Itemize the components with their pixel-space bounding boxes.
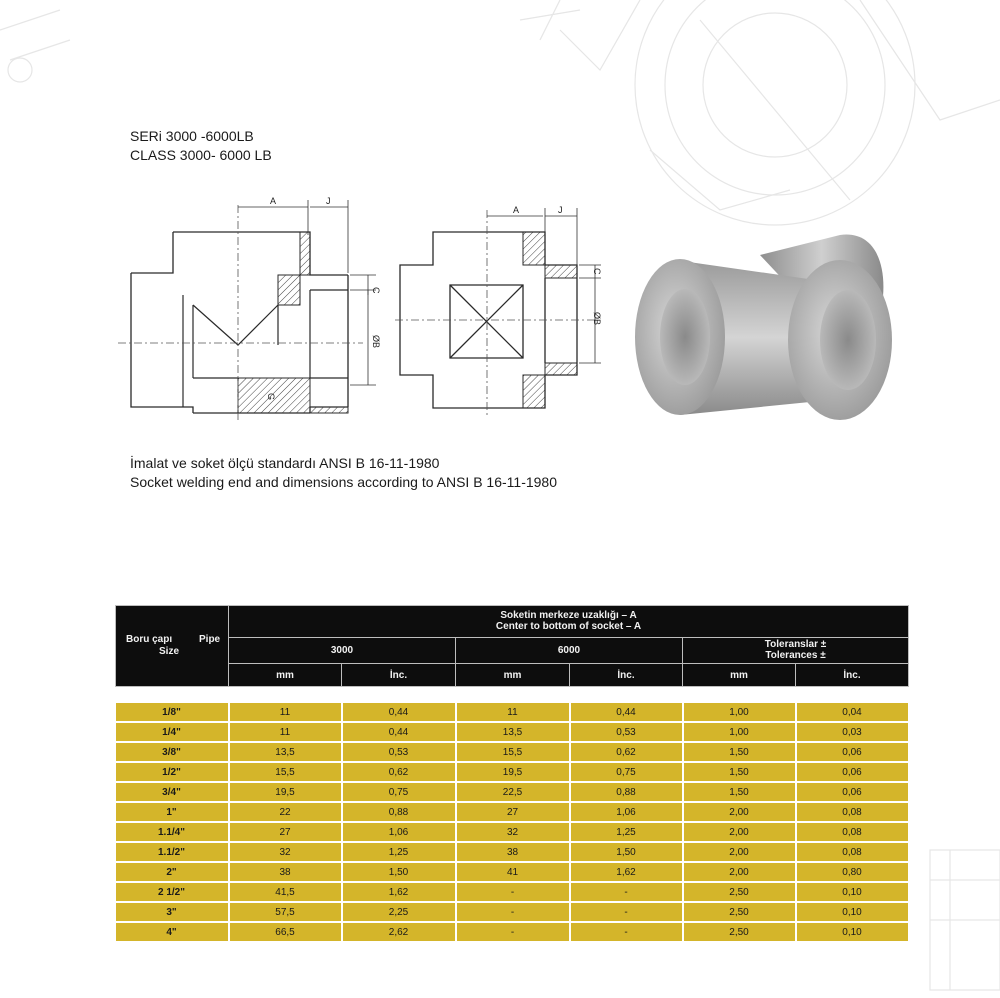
cell-a3000-mm: 11 [229,703,342,722]
standard-text-tr: İmalat ve soket ölçü standardı ANSI B 16-11-1980 [130,455,440,471]
table-row [116,782,909,802]
unit-mm-header: mm [229,664,342,687]
cell-a6000-mm: 41 [456,862,570,882]
cell-tol-inc: 0,10 [796,922,909,942]
cell-a3000-inc: 0,44 [342,722,456,742]
cell-a3000-mm: 11 [229,722,342,742]
series-title-tr: SERi 3000 -6000LB [130,128,254,144]
standard-text-en: Socket welding end and dimensions according to ANSI B 16-11-1980 [130,474,558,490]
cell-tol-inc: 0,10 [796,902,909,922]
cell-a6000-inc: 1,25 [570,822,683,842]
series-title-en: CLASS 3000- 6000 LB [130,147,272,163]
cell-a3000-inc: 1,62 [342,882,456,902]
table-row [116,703,909,722]
cell-a3000-inc: 1,06 [342,822,456,842]
cell-a3000-mm: 66,5 [229,922,342,942]
cell-pipe-size: 3/8" [116,742,229,762]
cell-a6000-mm: 19,5 [456,762,570,782]
cell-a6000-mm: 32 [456,822,570,842]
cell-a6000-inc: 1,50 [570,842,683,862]
cell-a6000-mm: 22,5 [456,782,570,802]
cell-a3000-inc: 2,62 [342,922,456,942]
tee-section-drawing [118,195,390,420]
cell-tol-mm: 1,00 [683,703,796,722]
table-row [116,722,909,742]
unit-inc-header: İnc. [342,664,456,687]
dim-j-label-2: J [558,205,563,215]
cell-a3000-mm: 57,5 [229,902,342,922]
cell-pipe-size: 3" [116,902,229,922]
cell-tol-inc: 0,10 [796,882,909,902]
cell-tol-mm: 2,00 [683,842,796,862]
cell-a3000-mm: 13,5 [229,742,342,762]
cell-tol-mm: 2,50 [683,882,796,902]
dim-a-label-2: A [513,205,520,215]
tolerance-header-tr: Toleranslar ± [764,639,827,651]
dim-c-label: C [371,287,381,294]
tolerance-header-en: Tolerances ± [765,650,826,662]
cell-a3000-mm: 19,5 [229,782,342,802]
dim-c-label-2: C [592,268,602,275]
cell-tol-inc: 0,06 [796,782,909,802]
cell-a6000-mm: 15,5 [456,742,570,762]
table-body [116,703,909,942]
cell-a3000-inc: 1,25 [342,842,456,862]
cell-a6000-inc: 0,75 [570,762,683,782]
table-row [116,842,909,862]
cell-pipe-size: 2 1/2" [116,882,229,902]
group-header-en: Center to bottom of socket – A [495,621,642,633]
cross-section-drawing [395,200,610,415]
cell-a6000-mm: 27 [456,802,570,822]
cell-pipe-size: 3/4" [116,782,229,802]
cell-a6000-inc: - [570,922,683,942]
cell-a6000-inc: 1,62 [570,862,683,882]
size-header-en-a: Pipe [199,634,221,645]
unit-mm-header: mm [456,664,570,687]
cell-a6000-mm: 38 [456,842,570,862]
cell-tol-inc: 0,08 [796,822,909,842]
cell-a6000-mm: - [456,882,570,902]
cell-tol-inc: 0,04 [796,703,909,722]
cell-a6000-mm: - [456,902,570,922]
cell-tol-mm: 2,00 [683,862,796,882]
cell-a3000-inc: 0,62 [342,762,456,782]
cell-pipe-size: 1.1/2" [116,842,229,862]
cell-a3000-inc: 2,25 [342,902,456,922]
cell-tol-mm: 1,50 [683,742,796,762]
size-header-en-b: Size [159,646,180,657]
unit-mm-header: mm [683,664,796,687]
dim-b-label: ØB [371,335,381,349]
cell-a6000-mm: 11 [456,703,570,722]
cell-a3000-mm: 22 [229,802,342,822]
cell-a6000-inc: - [570,882,683,902]
cell-a6000-inc: 0,62 [570,742,683,762]
cell-a3000-inc: 0,53 [342,742,456,762]
cell-a3000-inc: 0,75 [342,782,456,802]
dimension-table [115,605,910,943]
table-row [116,802,909,822]
cell-tol-inc: 0,03 [796,722,909,742]
group-header-tr: Soketin merkeze uzaklığı – A [500,610,637,622]
cell-pipe-size: 4" [116,922,229,942]
cell-a3000-inc: 0,44 [342,703,456,722]
cell-pipe-size: 1.1/4" [116,822,229,842]
cell-pipe-size: 1" [116,802,229,822]
cell-tol-mm: 2,50 [683,902,796,922]
cell-tol-inc: 0,08 [796,842,909,862]
tolerance-header [683,637,909,663]
cell-tol-mm: 1,50 [683,782,796,802]
cell-tol-mm: 2,00 [683,802,796,822]
dim-j-label: J [326,196,331,206]
table-row [116,862,909,882]
size-header [116,606,229,687]
cell-tol-mm: 1,00 [683,722,796,742]
unit-inc-header: İnc. [796,664,909,687]
table-row [116,882,909,902]
cell-a3000-mm: 27 [229,822,342,842]
cell-a3000-inc: 1,50 [342,862,456,882]
cell-a3000-mm: 15,5 [229,762,342,782]
cell-tol-inc: 0,06 [796,742,909,762]
cell-a6000-inc: 0,44 [570,703,683,722]
cell-a3000-mm: 32 [229,842,342,862]
table-row [116,762,909,782]
class-3000-header: 3000 [229,637,456,663]
cell-a6000-inc: 0,53 [570,722,683,742]
header-gap [116,687,909,704]
cell-a6000-mm: - [456,922,570,942]
cell-pipe-size: 2" [116,862,229,882]
table-row [116,822,909,842]
cell-tol-mm: 1,50 [683,762,796,782]
cell-a6000-mm: 13,5 [456,722,570,742]
series-heading [130,127,272,165]
dim-g-label: G [266,393,276,401]
cell-tol-inc: 0,80 [796,862,909,882]
unit-inc-header: İnc. [570,664,683,687]
cell-tol-inc: 0,08 [796,802,909,822]
cell-pipe-size: 1/8" [116,703,229,722]
group-header [229,606,909,638]
cell-a3000-inc: 0,88 [342,802,456,822]
cell-a3000-mm: 38 [229,862,342,882]
cell-a6000-inc: 1,06 [570,802,683,822]
table-row [116,922,909,942]
cell-tol-mm: 2,50 [683,922,796,942]
cell-tol-mm: 2,00 [683,822,796,842]
table-row [116,742,909,762]
cell-pipe-size: 1/2" [116,762,229,782]
table-row [116,902,909,922]
manufacturing-standard [130,454,557,492]
cell-pipe-size: 1/4" [116,722,229,742]
cell-a6000-inc: - [570,902,683,922]
cell-a6000-inc: 0,88 [570,782,683,802]
cell-tol-inc: 0,06 [796,762,909,782]
class-6000-header: 6000 [456,637,683,663]
dim-b-label-2: ØB [592,312,602,326]
dim-a-label: A [270,196,277,206]
size-header-tr: Boru çapı [126,634,173,645]
tee-fitting-illustration [620,225,895,425]
cell-a3000-mm: 41,5 [229,882,342,902]
